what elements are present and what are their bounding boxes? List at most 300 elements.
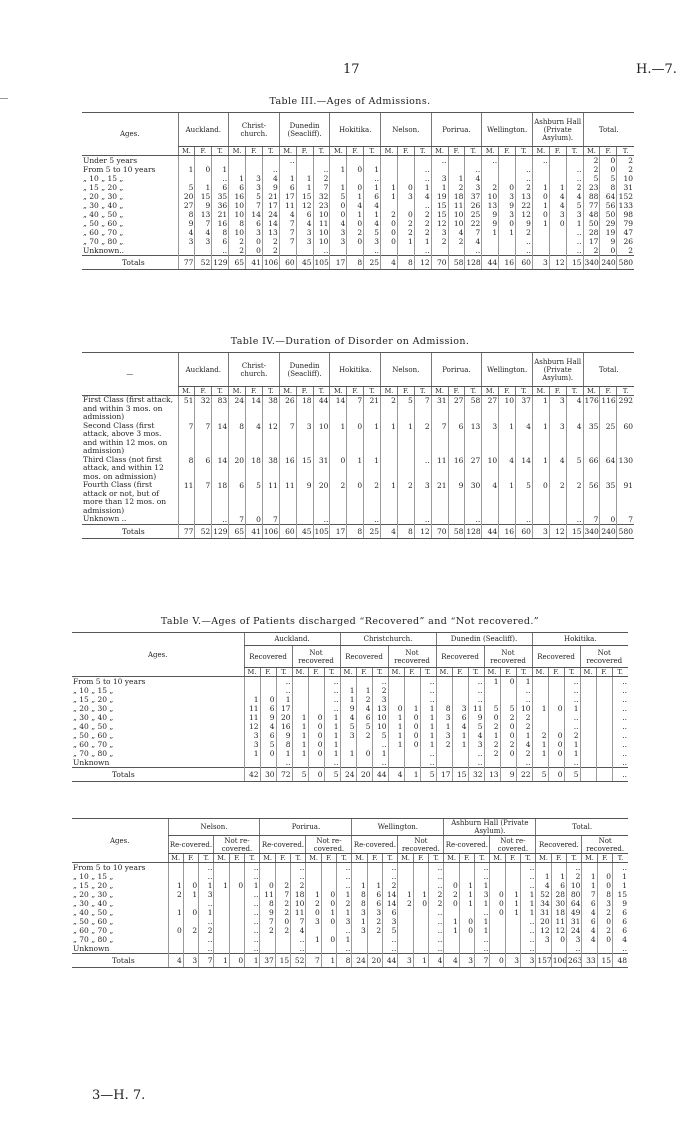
- table-cell: 2: [381, 396, 398, 422]
- table-cell: [404, 695, 420, 704]
- column-header: Wellington.: [482, 113, 533, 147]
- totals-cell: 12: [549, 525, 566, 539]
- table-cell: 4: [448, 228, 465, 237]
- table-cell: 16: [212, 219, 229, 228]
- mft-header: M.: [482, 147, 499, 156]
- table-cell: 1: [388, 731, 404, 740]
- table-row: [72, 863, 628, 873]
- table-cell: [596, 722, 612, 731]
- table-cell: [490, 926, 505, 935]
- table-cell: 7: [260, 917, 275, 926]
- table-cell: 0: [459, 926, 474, 935]
- table-cell: 2: [429, 899, 444, 908]
- table-cell: 5: [397, 396, 414, 422]
- table-cell: 0: [404, 713, 420, 722]
- totals-cell: 33: [582, 954, 597, 968]
- table-cell: [580, 713, 596, 722]
- table-cell: 3: [199, 890, 214, 899]
- table-cell: 3: [244, 731, 260, 740]
- table-cell: ..: [212, 174, 229, 183]
- table-cell: ..: [372, 677, 388, 687]
- table-cell: 18: [212, 481, 229, 515]
- table-cell: 49: [567, 908, 582, 917]
- table-row: [72, 890, 628, 899]
- table-cell: 1: [448, 174, 465, 183]
- mft-header: F.: [448, 387, 465, 396]
- table-cell: ..: [566, 228, 583, 237]
- table-cell: [367, 935, 382, 944]
- table-cell: [532, 722, 548, 731]
- table-cell: [532, 515, 549, 525]
- table-cell: [548, 758, 564, 768]
- table-cell: 1: [199, 881, 214, 890]
- table-cell: 1: [347, 192, 364, 201]
- table-cell: [431, 515, 448, 525]
- table-cell: [381, 174, 398, 183]
- row-label: „ 30 „ 40 „: [73, 899, 114, 908]
- totals-cell: 129: [212, 256, 229, 270]
- mft-header: T.: [567, 854, 582, 863]
- table-cell: ..: [475, 935, 490, 944]
- table-cell: ..: [521, 926, 536, 935]
- table-cell: [436, 758, 452, 768]
- mft-header: F.: [260, 668, 276, 677]
- table-cell: [532, 174, 549, 183]
- table-cell: ..: [482, 156, 499, 166]
- table-cell: [195, 515, 212, 525]
- table-cell: 3: [549, 210, 566, 219]
- table-cell: [397, 201, 414, 210]
- table-cell: [260, 935, 275, 944]
- table-row: [82, 174, 634, 183]
- table-cell: 2: [275, 926, 290, 935]
- table-cell: 2: [532, 731, 548, 740]
- table-cell: 2: [566, 481, 583, 515]
- table-cell: 24: [229, 396, 246, 422]
- table-cell: ..: [521, 917, 536, 926]
- mft-header: F.: [596, 668, 612, 677]
- table4-caption: Table IV.—Duration of Disorder on Admission.: [230, 336, 470, 347]
- table-cell: [367, 863, 382, 873]
- totals-cell: 157: [536, 954, 551, 968]
- table-cell: 9: [613, 899, 628, 908]
- table-cell: ..: [429, 872, 444, 881]
- totals-label: Totals: [72, 768, 244, 782]
- table-cell: [262, 156, 279, 166]
- table-cell: 0: [381, 237, 398, 246]
- totals-cell: 58: [448, 525, 465, 539]
- table-cell: 98: [617, 210, 634, 219]
- row-label: Third Class (not first attack, and within 12 mos. on admission): [83, 455, 164, 481]
- totals-cell: 8: [347, 256, 364, 270]
- table-cell: [582, 863, 597, 873]
- table-cell: [490, 872, 505, 881]
- table-cell: [195, 246, 212, 256]
- table-cell: 6: [613, 917, 628, 926]
- table-row: [72, 935, 628, 944]
- table-cell: ..: [612, 758, 628, 768]
- mft-header: M.: [583, 147, 600, 156]
- table-cell: [381, 515, 398, 525]
- table-cell: [536, 944, 551, 954]
- totals-label: Totals: [82, 525, 178, 539]
- table-cell: [398, 908, 413, 917]
- table-cell: 11: [291, 908, 306, 917]
- table-cell: 7: [617, 515, 634, 525]
- table-cell: 3: [482, 422, 499, 456]
- table-row: [72, 758, 628, 768]
- table-cell: 292: [617, 396, 634, 422]
- mft-header: M.: [431, 387, 448, 396]
- table-cell: [580, 731, 596, 740]
- table-cell: [275, 872, 290, 881]
- table-cell: 0: [490, 899, 505, 908]
- table-cell: 6: [367, 899, 382, 908]
- mft-header: M.: [484, 668, 500, 677]
- table-cell: 1: [168, 908, 183, 917]
- table-cell: [214, 908, 229, 917]
- mft-header: F.: [505, 854, 520, 863]
- table-cell: 17: [583, 237, 600, 246]
- totals-cell: 60: [279, 256, 296, 270]
- mft-header: T.: [414, 387, 431, 396]
- totals-cell: 30: [260, 768, 276, 782]
- table-cell: 14: [212, 456, 229, 482]
- table-cell: 2: [414, 422, 431, 456]
- table-cell: [330, 246, 347, 256]
- table-cell: [214, 872, 229, 881]
- table-cell: 1: [549, 183, 566, 192]
- column-subheader: Recovered: [436, 646, 484, 668]
- table-cell: [330, 174, 347, 183]
- column-subheader: Not recovered: [484, 646, 532, 668]
- table-cell: ..: [612, 695, 628, 704]
- totals-cell: 44: [372, 768, 388, 782]
- table-cell: [596, 704, 612, 713]
- column-header-ages: Ages.: [82, 113, 178, 156]
- table-cell: 0: [308, 713, 324, 722]
- table4-duration-of-disorder: [82, 352, 634, 539]
- table-cell: 9: [296, 481, 313, 515]
- table-cell: ..: [279, 156, 296, 166]
- table-cell: 29: [600, 219, 617, 228]
- table-cell: [532, 237, 549, 246]
- table-cell: [431, 165, 448, 174]
- table-cell: 25: [600, 422, 617, 456]
- table-cell: ..: [276, 758, 292, 768]
- table-cell: 0: [597, 881, 612, 890]
- row-label: „ 20 „ 30 „: [83, 192, 124, 201]
- table-cell: ..: [291, 863, 306, 873]
- table-cell: 2: [183, 926, 198, 935]
- mft-header: F.: [367, 854, 382, 863]
- table-cell: 24: [262, 210, 279, 219]
- table-cell: 0: [548, 731, 564, 740]
- table-cell: [452, 677, 468, 687]
- table-cell: 1: [244, 749, 260, 758]
- totals-cell: 340: [583, 256, 600, 270]
- totals-cell: 65: [229, 525, 246, 539]
- table-cell: 77: [583, 201, 600, 210]
- table-cell: ..: [564, 722, 580, 731]
- table-cell: 6: [448, 422, 465, 456]
- column-header: Auckland.: [178, 113, 229, 147]
- table-cell: 4: [195, 228, 212, 237]
- mft-header: T.: [617, 387, 634, 396]
- table-cell: 10: [482, 456, 499, 482]
- column-group-header: Nelson.: [168, 819, 260, 836]
- table-cell: 8: [178, 210, 195, 219]
- table-cell: [275, 863, 290, 873]
- table-cell: 27: [448, 396, 465, 422]
- table-cell: 26: [617, 237, 634, 246]
- table-cell: 5: [500, 704, 516, 713]
- table-cell: 8: [260, 899, 275, 908]
- table-cell: [580, 722, 596, 731]
- totals-row: [72, 954, 628, 968]
- table-cell: 26: [279, 396, 296, 422]
- column-group-header: Wellington.: [352, 819, 444, 836]
- table-cell: [279, 165, 296, 174]
- table-cell: 1: [296, 183, 313, 192]
- table-cell: ..: [566, 515, 583, 525]
- table-cell: 9: [448, 481, 465, 515]
- table-cell: 8: [436, 704, 452, 713]
- table-cell: 1: [244, 695, 260, 704]
- totals-cell: 4: [168, 954, 183, 968]
- table-cell: ..: [420, 686, 436, 695]
- table-cell: 0: [600, 156, 617, 166]
- mft-header: M.: [532, 147, 549, 156]
- table-cell: [398, 872, 413, 881]
- table-cell: 0: [195, 165, 212, 174]
- table-cell: 1: [516, 677, 532, 687]
- table-cell: 7: [195, 481, 212, 515]
- table-cell: ..: [420, 758, 436, 768]
- table-cell: 0: [321, 890, 336, 899]
- totals-cell: 129: [212, 525, 229, 539]
- table-cell: [306, 872, 321, 881]
- table-cell: 3: [566, 210, 583, 219]
- table-cell: 4: [465, 174, 482, 183]
- table-cell: [436, 677, 452, 687]
- row-label: „ 30 „ 40 „: [83, 201, 124, 210]
- table-cell: 3: [352, 926, 367, 935]
- totals-cell: 1: [413, 954, 428, 968]
- table-cell: [452, 695, 468, 704]
- table-cell: 1: [404, 704, 420, 713]
- totals-cell: 106: [262, 525, 279, 539]
- table-cell: 0: [597, 935, 612, 944]
- table-cell: [398, 917, 413, 926]
- table-cell: 10: [567, 881, 582, 890]
- column-header: Total.: [583, 353, 634, 387]
- table-cell: [308, 677, 324, 687]
- table-cell: [260, 944, 275, 954]
- table-cell: 8: [229, 422, 246, 456]
- table-cell: [580, 749, 596, 758]
- table-cell: 1: [613, 872, 628, 881]
- table-cell: 2: [337, 899, 352, 908]
- mft-header: F.: [296, 387, 313, 396]
- totals-cell: 15: [566, 256, 583, 270]
- table-cell: [367, 944, 382, 954]
- table-cell: 4: [246, 422, 263, 456]
- table-cell: 3: [296, 422, 313, 456]
- column-group-header: Dunedin (Seacliff).: [436, 633, 532, 646]
- table-cell: [532, 228, 549, 237]
- mft-header: T.: [521, 854, 536, 863]
- table-cell: [229, 944, 244, 954]
- table-cell: [532, 686, 548, 695]
- column-subheader: Recovered: [244, 646, 292, 668]
- column-header: Hokitika.: [330, 113, 381, 147]
- table-cell: ..: [429, 881, 444, 890]
- table-cell: [580, 677, 596, 687]
- column-header-ages: Ages.: [72, 633, 244, 677]
- table-cell: 1: [564, 749, 580, 758]
- totals-cell: 41: [246, 256, 263, 270]
- table-cell: 30: [551, 899, 566, 908]
- table-cell: 1: [306, 935, 321, 944]
- table-row: [72, 740, 628, 749]
- column-header: Ashburn Hall (Private Asylum).: [532, 113, 583, 147]
- table-cell: 4: [566, 422, 583, 456]
- table-cell: 0: [275, 917, 290, 926]
- table-cell: 31: [567, 917, 582, 926]
- table-row: [72, 686, 628, 695]
- table-cell: 5: [583, 174, 600, 183]
- mft-header: F.: [275, 854, 290, 863]
- table-cell: 10: [313, 422, 330, 456]
- table-cell: ..: [468, 677, 484, 687]
- table-cell: 0: [600, 246, 617, 256]
- table-cell: 0: [532, 481, 549, 515]
- table-cell: [490, 935, 505, 944]
- table-cell: 7: [313, 183, 330, 192]
- table-cell: [292, 686, 308, 695]
- table-cell: 21: [262, 192, 279, 201]
- table3-ages-of-admissions: [82, 112, 634, 270]
- table-cell: ..: [521, 863, 536, 873]
- table-cell: 5: [566, 456, 583, 482]
- totals-cell: 340: [583, 525, 600, 539]
- mft-header: T.: [199, 854, 214, 863]
- table-cell: 10: [229, 210, 246, 219]
- table-cell: 83: [212, 396, 229, 422]
- table-cell: 0: [183, 881, 198, 890]
- table-cell: ..: [372, 758, 388, 768]
- totals-cell: 263: [567, 954, 582, 968]
- table-cell: [183, 917, 198, 926]
- table-cell: ..: [613, 944, 628, 954]
- table-cell: 60: [617, 422, 634, 456]
- row-label: „ 70 „ 80 „: [73, 749, 114, 758]
- table-cell: 5: [246, 481, 263, 515]
- table-cell: ..: [429, 917, 444, 926]
- table-cell: 5: [356, 722, 372, 731]
- table-cell: ..: [566, 165, 583, 174]
- table-cell: [459, 872, 474, 881]
- table-cell: 10: [229, 228, 246, 237]
- table-cell: [321, 872, 336, 881]
- table-cell: 8: [597, 890, 612, 899]
- table-cell: 9: [340, 704, 356, 713]
- table-cell: 2: [397, 481, 414, 515]
- row-label: „ 20 „ 30 „: [73, 890, 114, 899]
- table-cell: [482, 237, 499, 246]
- table-cell: 0: [308, 731, 324, 740]
- mft-header: F.: [499, 147, 516, 156]
- totals-cell: 52: [195, 256, 212, 270]
- table-cell: 3: [475, 890, 490, 899]
- totals-cell: 106: [551, 954, 566, 968]
- table-cell: 3: [567, 935, 582, 944]
- table-cell: 23: [313, 201, 330, 210]
- table-cell: [398, 863, 413, 873]
- column-header-ages: —: [82, 353, 178, 396]
- table-cell: [448, 165, 465, 174]
- table-cell: [397, 515, 414, 525]
- table-cell: 2: [566, 183, 583, 192]
- table-cell: 66: [583, 456, 600, 482]
- table-cell: [388, 758, 404, 768]
- table-cell: [244, 686, 260, 695]
- table-cell: ..: [372, 740, 388, 749]
- table-cell: ..: [521, 935, 536, 944]
- totals-cell: 4: [388, 768, 404, 782]
- table-cell: ..: [245, 899, 260, 908]
- mft-header: F.: [600, 387, 617, 396]
- table-cell: 13: [262, 228, 279, 237]
- table-cell: ..: [465, 246, 482, 256]
- table-cell: ..: [291, 935, 306, 944]
- table-cell: 0: [532, 192, 549, 201]
- table-cell: 2: [564, 731, 580, 740]
- mft-header: F.: [413, 854, 428, 863]
- table-cell: ..: [516, 165, 533, 174]
- table-cell: 9: [499, 201, 516, 210]
- table-cell: 16: [448, 456, 465, 482]
- table-cell: 7: [279, 237, 296, 246]
- mft-header: F.: [229, 854, 244, 863]
- table-cell: [398, 935, 413, 944]
- mft-header: F.: [597, 854, 612, 863]
- table-cell: [246, 156, 263, 166]
- table-cell: [367, 872, 382, 881]
- table-cell: 13: [516, 192, 533, 201]
- table-cell: 0: [548, 740, 564, 749]
- table-row: [72, 899, 628, 908]
- table-cell: 51: [178, 396, 195, 422]
- table-row: [82, 481, 634, 515]
- table-cell: 2: [262, 237, 279, 246]
- mft-header: M.: [306, 854, 321, 863]
- table-cell: 1: [212, 165, 229, 174]
- mft-header: M.: [178, 387, 195, 396]
- totals-cell: 3: [398, 954, 413, 968]
- table-cell: [229, 935, 244, 944]
- table-cell: [183, 872, 198, 881]
- totals-cell: 44: [383, 954, 398, 968]
- table-cell: 2: [356, 731, 372, 740]
- table-cell: ..: [414, 165, 431, 174]
- table5-part-b: [72, 818, 628, 968]
- table-cell: ..: [465, 165, 482, 174]
- table5-part-a: [72, 632, 628, 782]
- totals-cell: 52: [195, 525, 212, 539]
- table-cell: [381, 165, 398, 174]
